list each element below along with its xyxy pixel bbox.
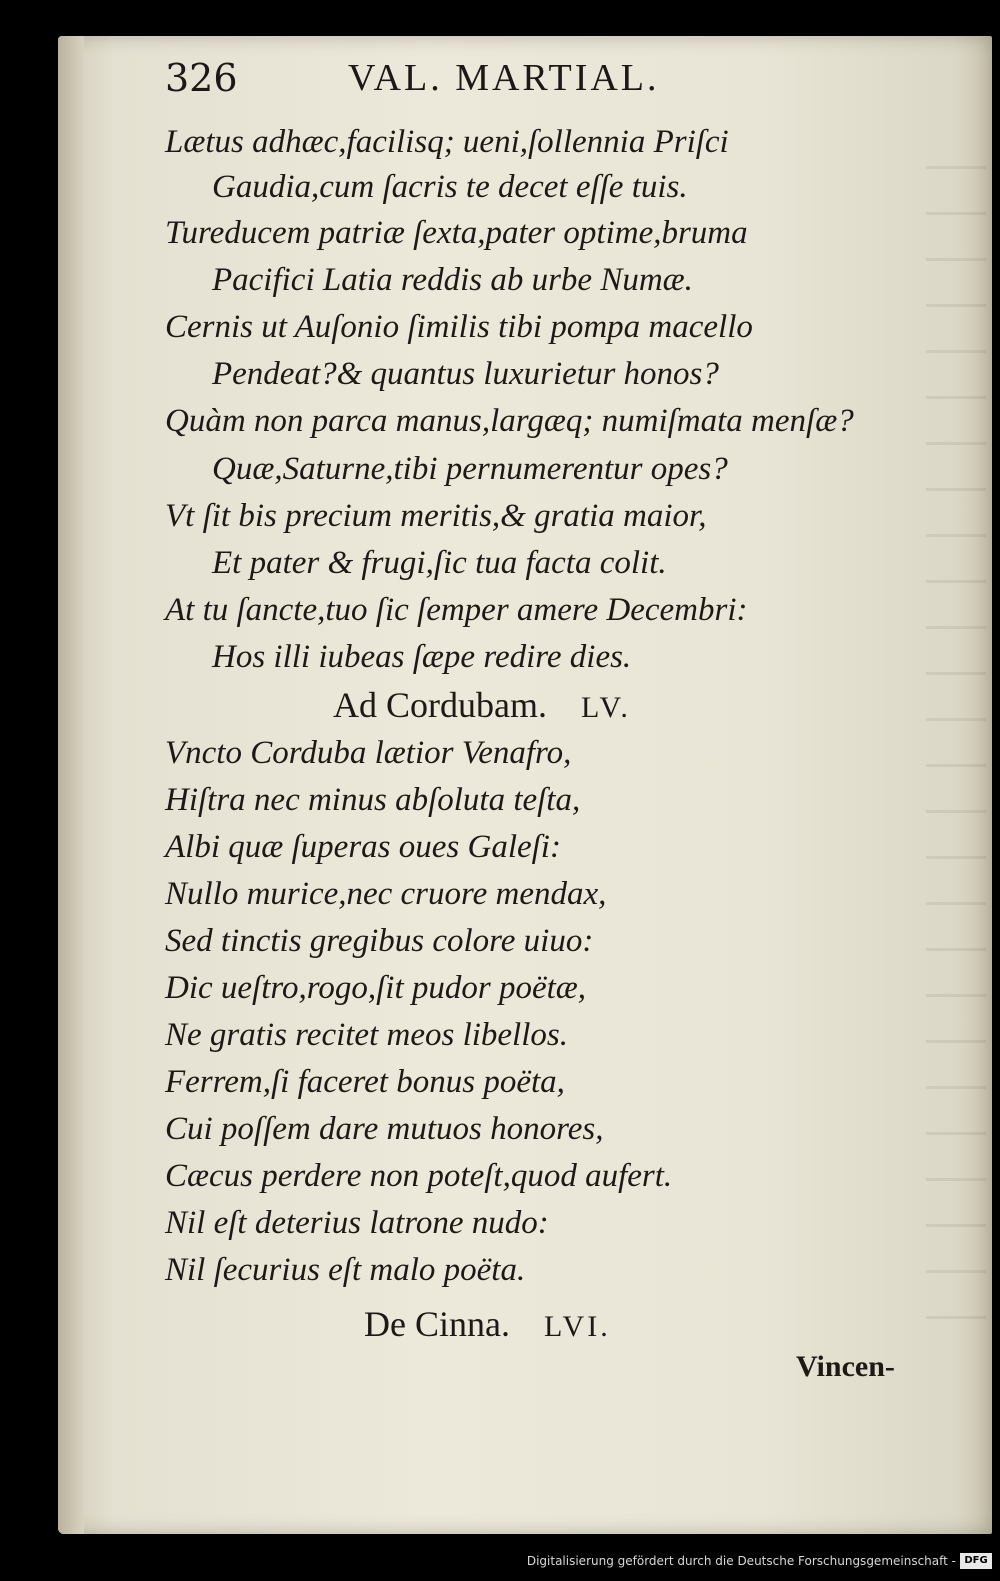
verse-line: Lætus adhæc,facilisq; ueni,ſollennia Priſci: [165, 124, 729, 160]
verse-line: Albi quæ ſuperas oues Galeſi:: [165, 829, 561, 865]
verse-line: Gaudia,cum ſacris te decet eſſe tuis.: [212, 169, 688, 205]
verse-line: Ne gratis recitet meos libellos.: [165, 1017, 568, 1053]
poem-heading-number: LVI.: [543, 1310, 611, 1343]
poem-heading-number: LV.: [580, 691, 631, 724]
verse-line: Nullo murice,nec cruore mendax,: [165, 876, 607, 912]
footer-credit: Digitalisierung gefördert durch die Deutsche Forschungsgemeinschaft -: [526, 1554, 956, 1568]
verse-line: Vt ſit bis precium meritis,& gratia maior,: [165, 498, 707, 534]
verse-line: Sed tinctis gregibus colore uiuo:: [165, 923, 594, 959]
verse-line: Quæ,Saturne,tibi pernumerentur opes?: [212, 451, 728, 487]
verse-line: Dic ueſtro,rogo,ſit pudor poëtæ,: [165, 970, 587, 1006]
verse-line: Quàm non parca manus,largæq; numiſmata menſæ?: [165, 403, 854, 439]
poem-heading-title: De Cinna.: [364, 1304, 510, 1344]
verse-line: At tu ſancte,tuo ſic ſemper amere Decembri:: [165, 592, 748, 628]
catchword: Vincen-: [796, 1350, 895, 1383]
verse-line: Pacifici Latia reddis ab urbe Numæ.: [212, 262, 693, 298]
page-header: [0, 52, 1000, 102]
verse-line: Vncto Corduba lætior Venafro,: [165, 735, 572, 771]
poem-heading-title: Ad Cordubam.: [333, 685, 547, 725]
verse-line: Hiſtra nec minus abſoluta teſta,: [165, 782, 581, 818]
poem-heading: [364, 1302, 611, 1349]
verse-line: Et pater & frugi,ſic tua facta colit.: [212, 545, 667, 581]
verse-line: Tureducem patriæ ſexta,pater optime,bruma: [165, 215, 748, 251]
verse-line: Cui poſſem dare mutuos honores,: [165, 1111, 604, 1147]
running-title: VAL. MARTIAL.: [348, 57, 660, 99]
verse-line: Nil eſt deterius latrone nudo:: [165, 1205, 549, 1241]
verse-line: Cernis ut Auſonio ſimilis tibi pompa macello: [165, 309, 753, 345]
page-number: 326: [165, 56, 238, 100]
verse-line: Ferrem,ſi faceret bonus poëta,: [165, 1064, 565, 1100]
dfg-logo: DFG: [960, 1553, 992, 1569]
verse-line: Hos illi iubeas ſæpe redire dies.: [212, 639, 632, 675]
verse-line: Cæcus perdere non poteſt,quod aufert.: [165, 1158, 673, 1194]
verse-line: Pendeat?& quantus luxurietur honos?: [212, 356, 719, 392]
verse-line: Nil ſecurius eſt malo poëta.: [165, 1252, 526, 1288]
poem-heading: [333, 683, 631, 730]
bleed-through: [926, 136, 986, 1336]
